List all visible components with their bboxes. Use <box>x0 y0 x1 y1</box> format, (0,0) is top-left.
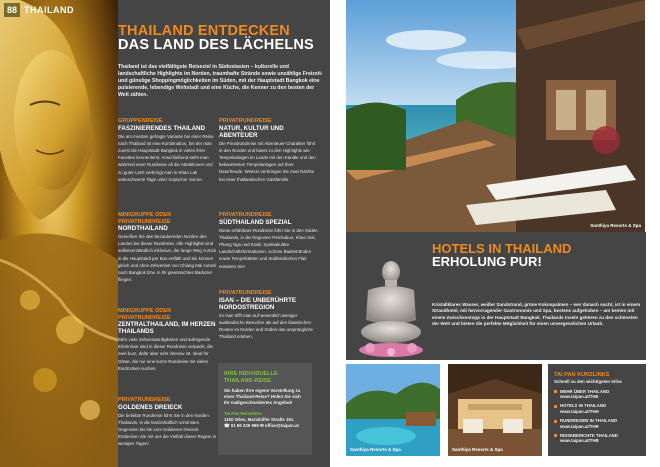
short-links-box <box>548 364 646 456</box>
bullet-square-icon <box>554 390 557 393</box>
short-link-url[interactable]: www.taipan.at/THE <box>560 393 599 399</box>
short-link[interactable] <box>554 433 640 444</box>
tour-title: ZENTRALTHAILAND, IM HERZEN THAILANDS <box>118 321 216 335</box>
short-link-label: MEHR ÜBER THAILAND <box>560 388 610 394</box>
tour-description: Die Privatrundreise mit Abenteuer-Charakter führt in den Norden und bietet zu den Highlights wie Tempelanlagen im Lande mit den Kanäle und den bekanntesten Tempelanlagen auf Ihrer Naturfreude. Weiters verbringen Sie zwei Nächte bei einer thailändischen Gastfamilie. <box>219 140 316 182</box>
tour-title: GOLDENES DREIECK <box>118 403 183 411</box>
links-subtitle: Schnell zu den wichtigsten Infos <box>554 378 622 384</box>
short-link[interactable] <box>554 418 640 429</box>
tour-block <box>219 118 319 183</box>
tour-description: Genießen Sie den bezaubernden Norden des Landes bei dieser Rundreise. Alle Highlights sind selbstverständlich inklusive, der lange Weg zurück in die Hauptstadt per Bus entfällt und Sie können gleich und ohne Zeitverlust von Chiang Mai zurück nach Bangkok bzw. in Ihr gewünschtes Badeziel fliegen. <box>118 234 217 283</box>
company-address: 1150 Wien, Mariahilfer Straße 191 <box>224 417 294 422</box>
intro-paragraph: Thailand ist das vielfältigste Reiseziel in Südostasien – kulturelle und landschaftliche Highlights im Norden, traumhafte Strände sowie unzählige Freizeit- und günstige Shoppingmöglichkeiten im Süden, mit der Hauptstadt Bangkok eine pulsierende, lebendige Weltstadt und eine Küche, die Kenner zu den besten der Welt zählen. <box>118 64 323 98</box>
tour-title: SÜDTHAILAND SPEZIAL <box>219 218 292 226</box>
tour-description: Diese erfahrbare Rundreise führt Sie in den Süden Thailands, in die Regionen Petchaburi, Khao Sok, Phang Nga und Krabi. Spektakuläre Landschaftsformationen, schöne Badestränden sowie Tempelstätten und Südländisches Flair erwarten Sie! <box>219 227 318 269</box>
short-link-label: REISEBERICHTE THAILAND <box>560 432 619 438</box>
short-link[interactable] <box>554 389 640 400</box>
tour-block <box>118 212 218 283</box>
info-box-text: Sie haben Ihre eigene Vorstellung zu einer Thailand-Reise? Holen Sie sich Ihr maßgeschneidertes Angebot! <box>224 388 301 405</box>
short-link-label: HOTELS IN THAILAND <box>560 403 607 409</box>
golden-buddha-photo <box>0 0 118 467</box>
short-link[interactable] <box>554 403 640 414</box>
tour-category: MINIGRUPPE ODER PRIVATRUNDREISE <box>118 212 172 225</box>
hotels-headline-line1: HOTELS IN THAILAND <box>432 241 572 256</box>
section-title: THAILAND <box>24 5 75 15</box>
info-box-title: IHRE INDIVIDUELLE THAILAND-REISE <box>224 371 278 384</box>
thumbnail-caption: Santhiya Resorts & Spa <box>350 447 401 452</box>
short-link-url[interactable]: www.taipan.at/THH <box>560 408 599 414</box>
tour-description: Die beliebte Rundreise führt Sie in den Norden Thailands, in die landschaftlich schönsten Gegenden bis hin zum Goldenen Dreieck. Entdecken Sie mit uns die Vielfalt dieser Region in wenigen Tagen! <box>118 412 217 447</box>
tour-category: GRUPPENREISE <box>118 118 163 124</box>
page-header-tag <box>0 0 80 20</box>
short-link-label: RUNDREISEN IN THAILAND <box>560 418 618 424</box>
short-link-url[interactable]: www.taipan.at/THB <box>560 438 599 444</box>
bullet-square-icon <box>554 420 557 423</box>
tour-title: FASZINIERENDES THAILAND <box>118 124 205 132</box>
tour-title: ISAN – DIE UNBERÜHRTE NORDOSTREGION <box>219 296 297 311</box>
buddha-statue-image <box>354 258 428 358</box>
resort-thumbnail <box>346 364 440 456</box>
tour-category: PRIVATRUNDREISE <box>219 118 272 124</box>
hotels-paragraph: Kristallklares Wasser, weißer Sandstrand, grüne Kokospalmen – wer danach sucht, ist in einem Strandhotel, mit hervorragender Gastronomie und Spa, bestens aufgehoben – am besten mit einem Zwischenstopp in der Hauptstadt Bangkok. Thailands Inseln gehören zu den schönsten der Welt und bieten die perfekte Möglichkeit für einen unvergesslichen Urlaub. <box>432 302 641 327</box>
right-page <box>330 0 660 467</box>
tour-description: Im Isan trifft man auf wesentlich weniger ausländische Besucher als auf den klassischen Routen im Norden und Süden das ursprüngliche Thailand erleben. <box>219 312 313 340</box>
tour-category: PRIVATRUNDREISE <box>219 212 272 218</box>
tour-category: PRIVATRUNDREISE <box>219 290 272 296</box>
tour-block <box>118 118 218 183</box>
short-link-url[interactable]: www.taipan.at/THR <box>560 423 599 429</box>
bullet-square-icon <box>554 405 557 408</box>
hotels-headline-line2: ERHOLUNG PUR! <box>432 254 542 269</box>
tour-title: NATUR, KULTUR UND ABENTEUER <box>219 124 284 139</box>
contact-info: ☎ 01 96 229 999 ✉ office@taipan.at <box>224 423 299 428</box>
resort-photo <box>346 0 645 232</box>
links-title: TAI PAN KURZLINKS <box>554 372 610 378</box>
bullet-square-icon <box>554 434 557 437</box>
individual-trip-box <box>218 363 312 455</box>
page-headline <box>118 24 330 52</box>
tour-description: Sehr viele Sehenswürdigkeiten und aufregende Erlebnisse sind in dieser Rundreise verpackt, die zwei kurz, dafür aber sehr intensiv ist. Ideal für Gäste, die nur eine kurze Rundreise mit vielen Eindrücken suchen. <box>118 337 213 371</box>
headline-line2: DAS LAND DES LÄCHELNS <box>118 37 314 53</box>
tour-block <box>118 397 218 448</box>
tour-block <box>219 290 319 340</box>
tour-category: MINIGRUPPE ODER PRIVATRUNDREISE <box>118 308 172 321</box>
page-number: 88 <box>4 3 20 17</box>
tour-block <box>219 212 319 270</box>
hotels-headline <box>432 242 642 268</box>
tour-description: Die am meisten gefragte Variante bei einer Reise nach Thailand ist eine Kombination, bei der man zuerst die Hauptstadt Bangkok in vielen ihrer Facetten kennenlernt. Anschließend steht man während einer Rundreise all die Attraktionen und zu guter Letzt verbringt man in Khao Lak unbeschwerte Tage unter tropischer Sonne. <box>118 133 214 182</box>
headline-line1: THAILAND ENTDECKEN <box>118 23 290 39</box>
resort-thumbnail <box>448 364 542 456</box>
tour-block <box>118 308 218 372</box>
tour-title: NORDTHAILAND <box>118 225 168 232</box>
company-name: Tai Pan Reisebüro <box>224 411 262 416</box>
photo-caption: Santhiya Resorts & Spa <box>590 223 641 228</box>
tour-category: PRIVATRUNDREISE <box>118 397 171 403</box>
thumbnail-caption: Santhiya Resorts & Spa <box>452 447 503 452</box>
